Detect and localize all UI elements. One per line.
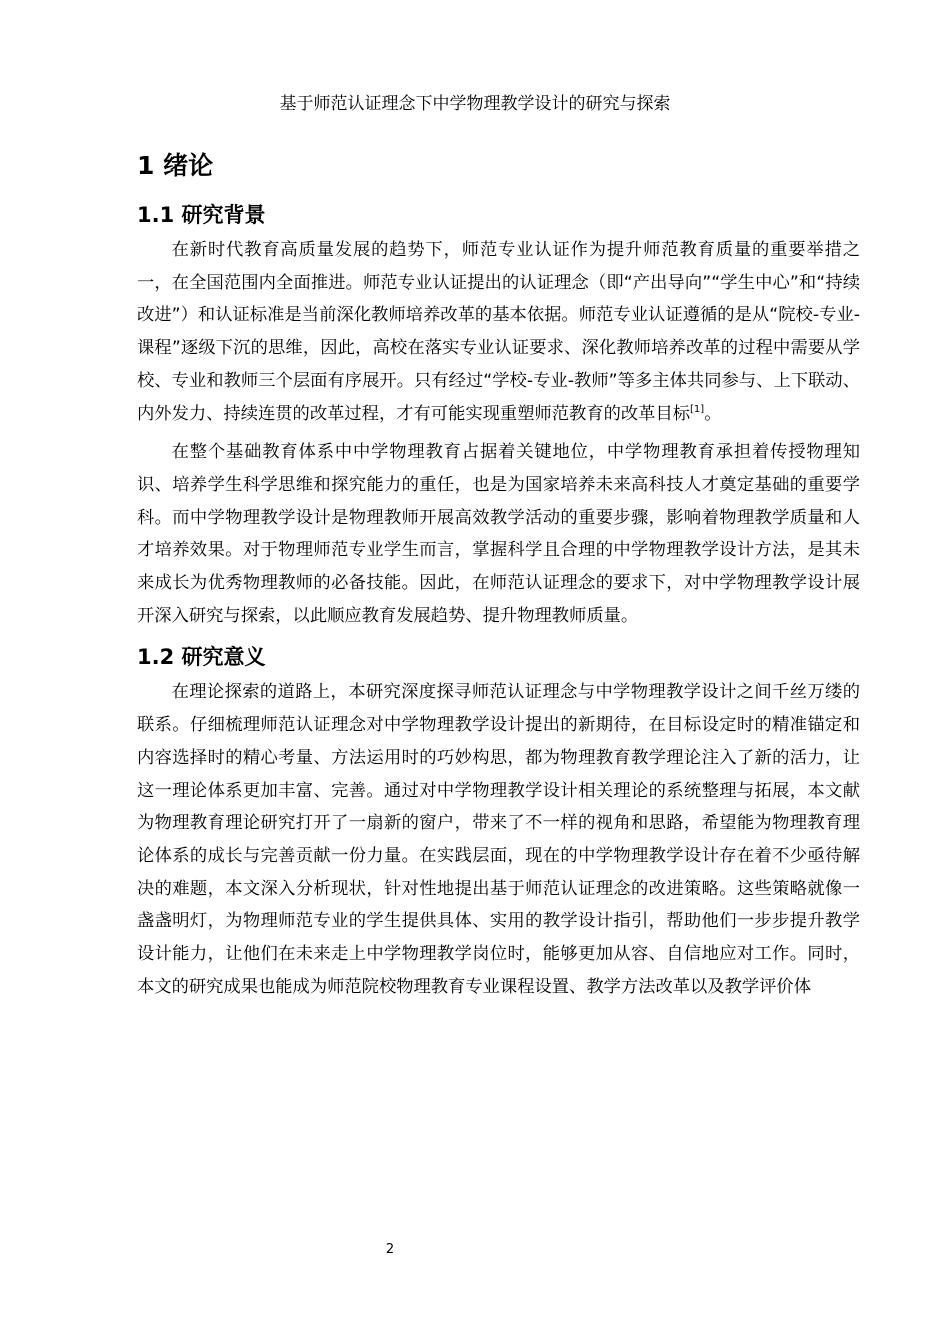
background-paragraph-1-end: 。 [704,403,722,424]
page-body [137,140,860,1003]
background-paragraph-1 [137,234,860,430]
background-paragraph-2: 在整个基础教育体系中中学物理教育占据着关键地位，中学物理教育承担着传授物理知识、培养学生科学思维和探究能力的重任，也是为国家培养未来高科技人才奠定基础的重要学科。而中学物理教学设计是物理教师开展高效教学活动的重要步骤，影响着物理教学质量和人才培养效果。对于物理师范专业学生而言，掌握科学且合理的中学物理教学设计方法，是其未来成长为优秀物理教师的必备技能。因此，在师范认证理念的要求下，对中学物理教学设计展开深入研究与探索，以此顺应教育发展趋势、提升物理教师质量。 [137,442,860,626]
chapter-heading: 1 绪论 [137,151,214,180]
running-header-title: 基于师范认证理念下中学物理教学设计的研究与探索 [279,94,671,114]
citation-marker: [1] [690,403,705,415]
section-heading-significance: 1.2 研究意义 [137,645,266,670]
page-number: 2 [385,1242,395,1257]
section-heading-background: 1.1 研究背景 [137,203,266,227]
background-paragraph-1-text: 在新时代教育高质量发展的趋势下，师范专业认证作为提升师范教育质量的重要举措之一，在全国范围内全面推进。师范专业认证提出的认证理念（即“产出导向”“学生中心”和“持续改进”）和认证标准是当前深化教师培养改革的基本依据。师范专业认证遵循的是从“院校-专业-课程”逐级下沉的思维，因此，高校在落实专业认证要求、深化教师培养改革的过程中需要从学校、专业和教师三个层面有序展开。只有经过“学校-专业-教师”等多主体共同参与、上下联动、内外发力、持续连贯的改革过程，才有可能实现重塑师范教育的改革目标 [137,240,860,424]
significance-paragraph-1: 在理论探索的道路上，本研究深度探寻师范认证理念与中学物理教学设计之间千丝万缕的联系。仔细梳理师范认证理念对中学物理教学设计提出的新期待，在目标设定时的精准锚定和内容选择时的精心考量、方法运用时的巧妙构思，都为物理教育教学理论注入了新的活力，让这一理论体系更加丰富、完善。通过对中学物理教学设计相关理论的系统整理与拓展，本文献为物理教育理论研究打开了一扇新的窗户，带来了不一样的视角和思路，希望能为物理教育理论体系的成长与完善贡献一份力量。在实践层面，现在的中学物理教学设计存在着不少亟待解决的难题，本文深入分析现状，针对性地提出基于师范认证理念的改进策略。这些策略就像一盏盏明灯，为物理师范专业的学生提供具体、实用的教学设计指引，帮助他们一步步提升教学设计能力，让他们在未来走上中学物理教学岗位时，能够更加从容、自信地应对工作。同时，本文的研究成果也能成为师范院校物理教育专业课程设置、教学方法改革以及教学评价体 [137,682,860,997]
